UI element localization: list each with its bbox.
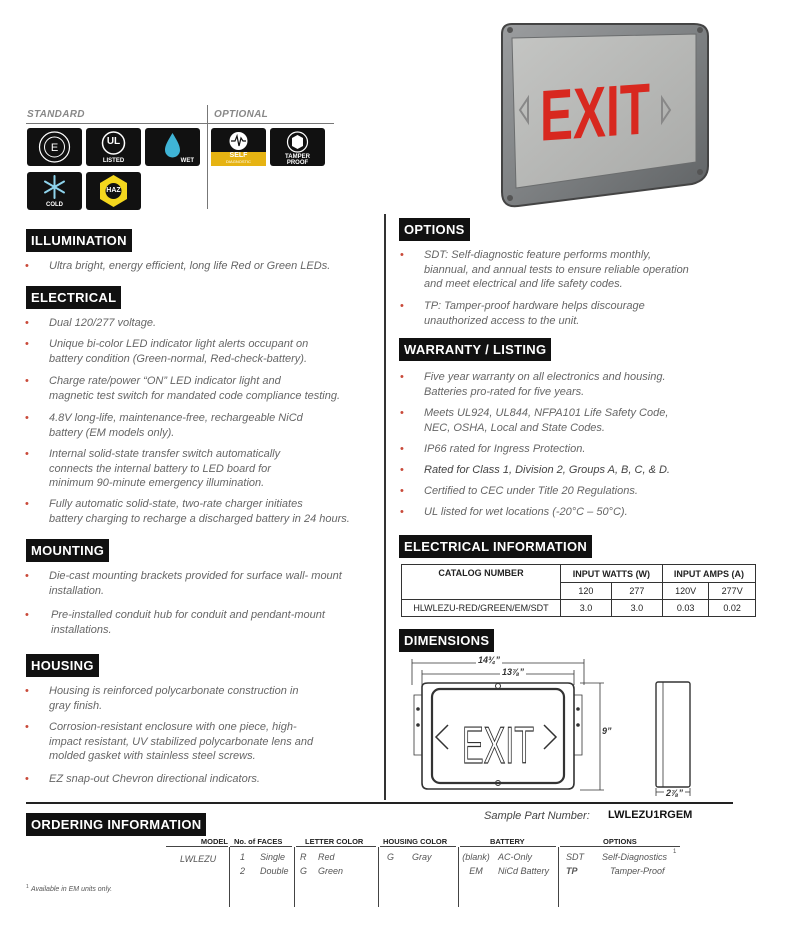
value-cell: 3.0 bbox=[561, 600, 612, 617]
list-item: • EZ snap-out Chevron directional indicators. bbox=[25, 773, 260, 785]
battery-code: (blank) EM bbox=[462, 852, 490, 876]
warranty-heading: WARRANTY / LISTING bbox=[399, 338, 551, 361]
list-item: • Corrosion-resistant enclosure with one piece, high- impact resistant, UV stabilized polycarbonate lens and molded gasket with stainless steel screws. bbox=[25, 721, 314, 762]
illumination-heading: ILLUMINATION bbox=[26, 229, 132, 252]
sample-part-label: Sample Part Number: bbox=[484, 810, 590, 822]
list-item: • SDT: Self-diagnostic feature performs monthly, biannual, and annual tests to ensure reliable operation and meet electrical and life safety codes. bbox=[400, 249, 689, 290]
ordering-information-heading: ORDERING INFORMATION bbox=[26, 813, 206, 836]
value-cell: 0.03 bbox=[662, 600, 709, 617]
list-item: • Five year warranty on all electronics and housing. Batteries pro-rated for five years. bbox=[400, 371, 666, 398]
optional-label: OPTIONAL bbox=[214, 109, 269, 120]
exit-sign-text: EXIT bbox=[540, 65, 701, 157]
housing-code: G bbox=[387, 852, 395, 862]
sample-part-number: LWLEZU1RGEM bbox=[608, 809, 693, 821]
value-cell: 3.0 bbox=[611, 600, 662, 617]
list-item: • Rated for Class 1, Division 2, Groups A, B, C, & D. bbox=[400, 464, 670, 476]
catalog-number-cell: HLWLEZU-RED/GREEN/EM/SDT bbox=[402, 600, 561, 617]
tamper-proof-icon: TAMPER PROOF bbox=[270, 128, 325, 166]
options-heading: OPTIONS bbox=[399, 218, 470, 241]
wet-location-icon: WET bbox=[145, 128, 200, 166]
list-item: • Unique bi-color LED indicator light alerts occupant on battery condition (Green-normal, Red-check-battery). bbox=[25, 338, 309, 365]
model-header: MODEL bbox=[200, 837, 228, 846]
overall-width-label: 14¾” bbox=[478, 655, 501, 665]
list-item: • TP: Tamper-proof hardware helps discourage unauthorized access to the unit. bbox=[400, 300, 645, 327]
housing-value: Gray bbox=[412, 852, 432, 862]
faces-value: Single Double bbox=[260, 852, 289, 876]
list-item: • Pre-installed conduit hub for conduit and pendant-mount installations. bbox=[25, 609, 325, 636]
list-item: • Ultra bright, energy efficient, long life Red or Green LEDs. bbox=[25, 260, 331, 272]
ul-listed-icon: UL LISTED bbox=[86, 128, 141, 166]
list-item: • Charge rate/power “ON” LED indicator light and magnetic test switch for mandated code compliance testing. bbox=[25, 375, 341, 402]
cold-icon: COLD bbox=[27, 172, 82, 210]
hazardous-icon: HAZ bbox=[86, 172, 141, 210]
options-header: OPTIONS bbox=[603, 837, 637, 846]
options-footnote-mark: 1 bbox=[673, 849, 677, 855]
mounting-heading: MOUNTING bbox=[26, 539, 109, 562]
value-cell: 0.02 bbox=[709, 600, 756, 617]
height-label: 9” bbox=[602, 726, 612, 736]
footnote-mark: 1 bbox=[26, 884, 29, 890]
inner-width-label: 13⅞” bbox=[502, 667, 525, 677]
voltage-cell: 277 bbox=[611, 583, 662, 600]
voltage-cell: 277V bbox=[709, 583, 756, 600]
dimensions-heading: DIMENSIONS bbox=[399, 629, 494, 652]
depth-label: 2⅞” bbox=[666, 788, 684, 798]
standard-label: STANDARD bbox=[27, 109, 85, 120]
electrical-heading: ELECTRICAL bbox=[26, 286, 121, 309]
list-item: • Die-cast mounting brackets provided for surface wall- mount installation. bbox=[25, 570, 342, 597]
faces-header: No. of FACES bbox=[234, 837, 283, 846]
list-item: • UL listed for wet locations (-20°C – 50°C). bbox=[400, 506, 628, 518]
list-item: • Housing is reinforced polycarbonate construction in gray finish. bbox=[25, 685, 299, 712]
dimension-drawing bbox=[404, 655, 704, 800]
list-item: • Internal solid-state transfer switch automatically connects the internal battery to LED board for minimum 90-minute emergency illumination. bbox=[25, 448, 281, 489]
self-diagnostic-icon: SELF DIAGNOSTIC bbox=[211, 128, 266, 166]
list-item: • IP66 rated for Ingress Protection. bbox=[400, 443, 586, 455]
letter-color-header: LETTER COLOR bbox=[305, 837, 364, 846]
letter-value: Red Green bbox=[318, 852, 344, 876]
list-item: • 4.8V long-life, maintenance-free, rechargeable NiCd battery (EM models only). bbox=[25, 412, 303, 439]
dimension-sign-text: EXIT bbox=[462, 717, 534, 775]
voltage-cell: 120V bbox=[662, 583, 709, 600]
footnote: Available in EM units only. bbox=[31, 886, 113, 893]
electrical-info-table bbox=[401, 564, 756, 617]
exit-sign-product-image bbox=[494, 20, 716, 208]
svg-text:E: E bbox=[50, 142, 59, 154]
housing-color-header: HOUSING COLOR bbox=[383, 837, 448, 846]
options-value: Self-Diagnostics Tamper-Proof bbox=[602, 852, 668, 876]
list-item: • Fully automatic solid-state, two-rate charger initiates battery charging to recharge a discharged battery in 24 hours. bbox=[25, 498, 350, 525]
voltage-cell: 120 bbox=[561, 583, 612, 600]
catalog-number-header: CATALOG NUMBER bbox=[402, 565, 561, 600]
faces-code: 1 2 bbox=[240, 852, 246, 876]
housing-heading: HOUSING bbox=[26, 654, 99, 677]
letter-code: R G bbox=[300, 852, 308, 876]
list-item: • Certified to CEC under Title 20 Regulations. bbox=[400, 485, 638, 497]
model-value: LWLEZU bbox=[180, 854, 217, 864]
battery-header: BATTERY bbox=[490, 837, 525, 846]
input-amps-header: INPUT AMPS (A) bbox=[662, 565, 755, 583]
list-item: • Meets UL924, UL844, NFPA101 Life Safety Code, NEC, OSHA, Local and State Codes. bbox=[400, 407, 669, 434]
list-item: • Dual 120/277 voltage. bbox=[25, 317, 157, 329]
options-code: SDT TP bbox=[566, 852, 584, 876]
battery-value: AC-Only NiCd Battery bbox=[498, 852, 550, 876]
electrical-information-heading: ELECTRICAL INFORMATION bbox=[399, 535, 592, 558]
csa-icon bbox=[27, 128, 82, 166]
input-watts-header: INPUT WATTS (W) bbox=[561, 565, 663, 583]
